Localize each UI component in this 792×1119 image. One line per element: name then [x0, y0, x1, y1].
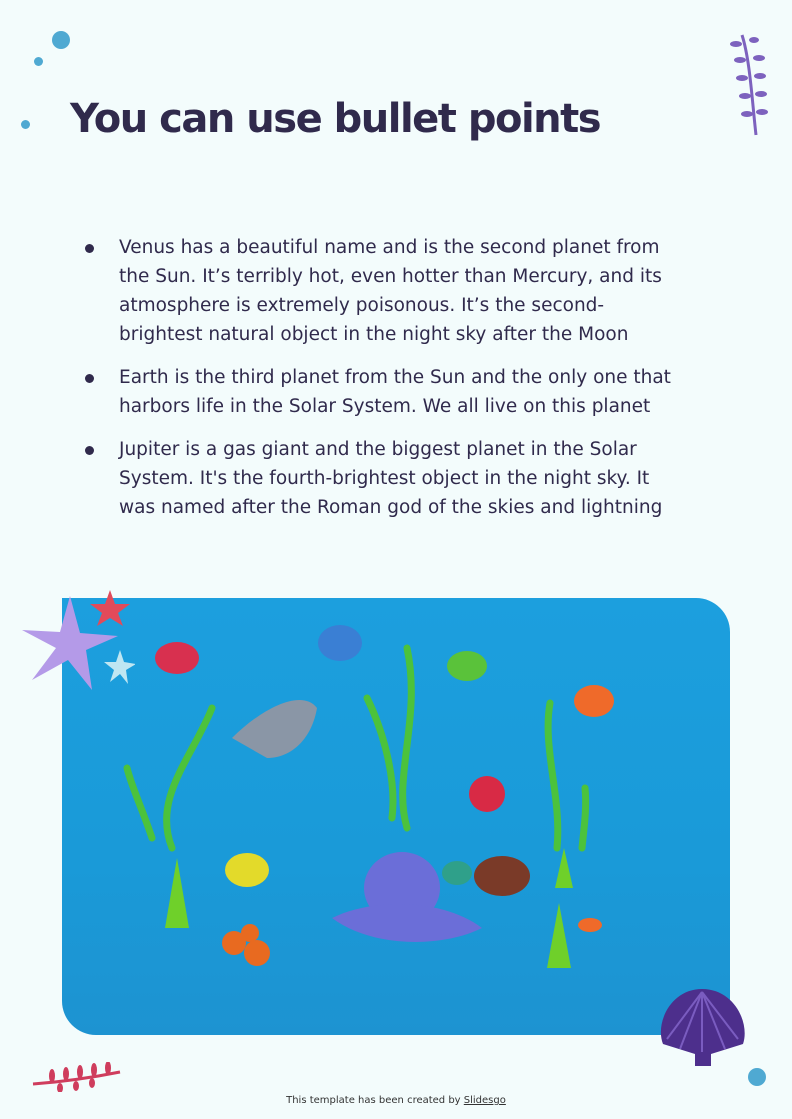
bullet-item: Jupiter is a gas giant and the biggest planet in the Solar System. It's the fourth-brightest object in the night sky. It was named after the Roman god of the skies and lightning — [82, 435, 682, 522]
bullet-item: Earth is the third planet from the Sun and the only one that harbors life in the Solar System. We all live on this planet — [82, 363, 682, 421]
bullet-item: Venus has a beautiful name and is the second planet from the Sun. It’s terribly hot, even hotter than Mercury, and its atmosphere is extremely poisonous. It’s the second-brightest natural object in the night sky after the Moon — [82, 233, 682, 349]
footer-credit — [0, 1095, 792, 1106]
footer-text: This template has been created by — [286, 1095, 464, 1106]
decor-dot — [21, 120, 30, 129]
page-title: You can use bullet points — [70, 96, 601, 142]
decor-dot — [34, 57, 43, 66]
starfish-icon — [20, 588, 135, 698]
decor-dot — [748, 1068, 766, 1086]
bullet-list — [82, 233, 682, 536]
slidesgo-link[interactable]: Slidesgo — [463, 1095, 506, 1106]
seashell-icon — [655, 984, 750, 1069]
leaf-branch-icon — [728, 30, 768, 140]
seaweed-branch-icon — [30, 1062, 125, 1092]
sea-clay-photo — [62, 598, 730, 1035]
decor-dot — [52, 31, 70, 49]
